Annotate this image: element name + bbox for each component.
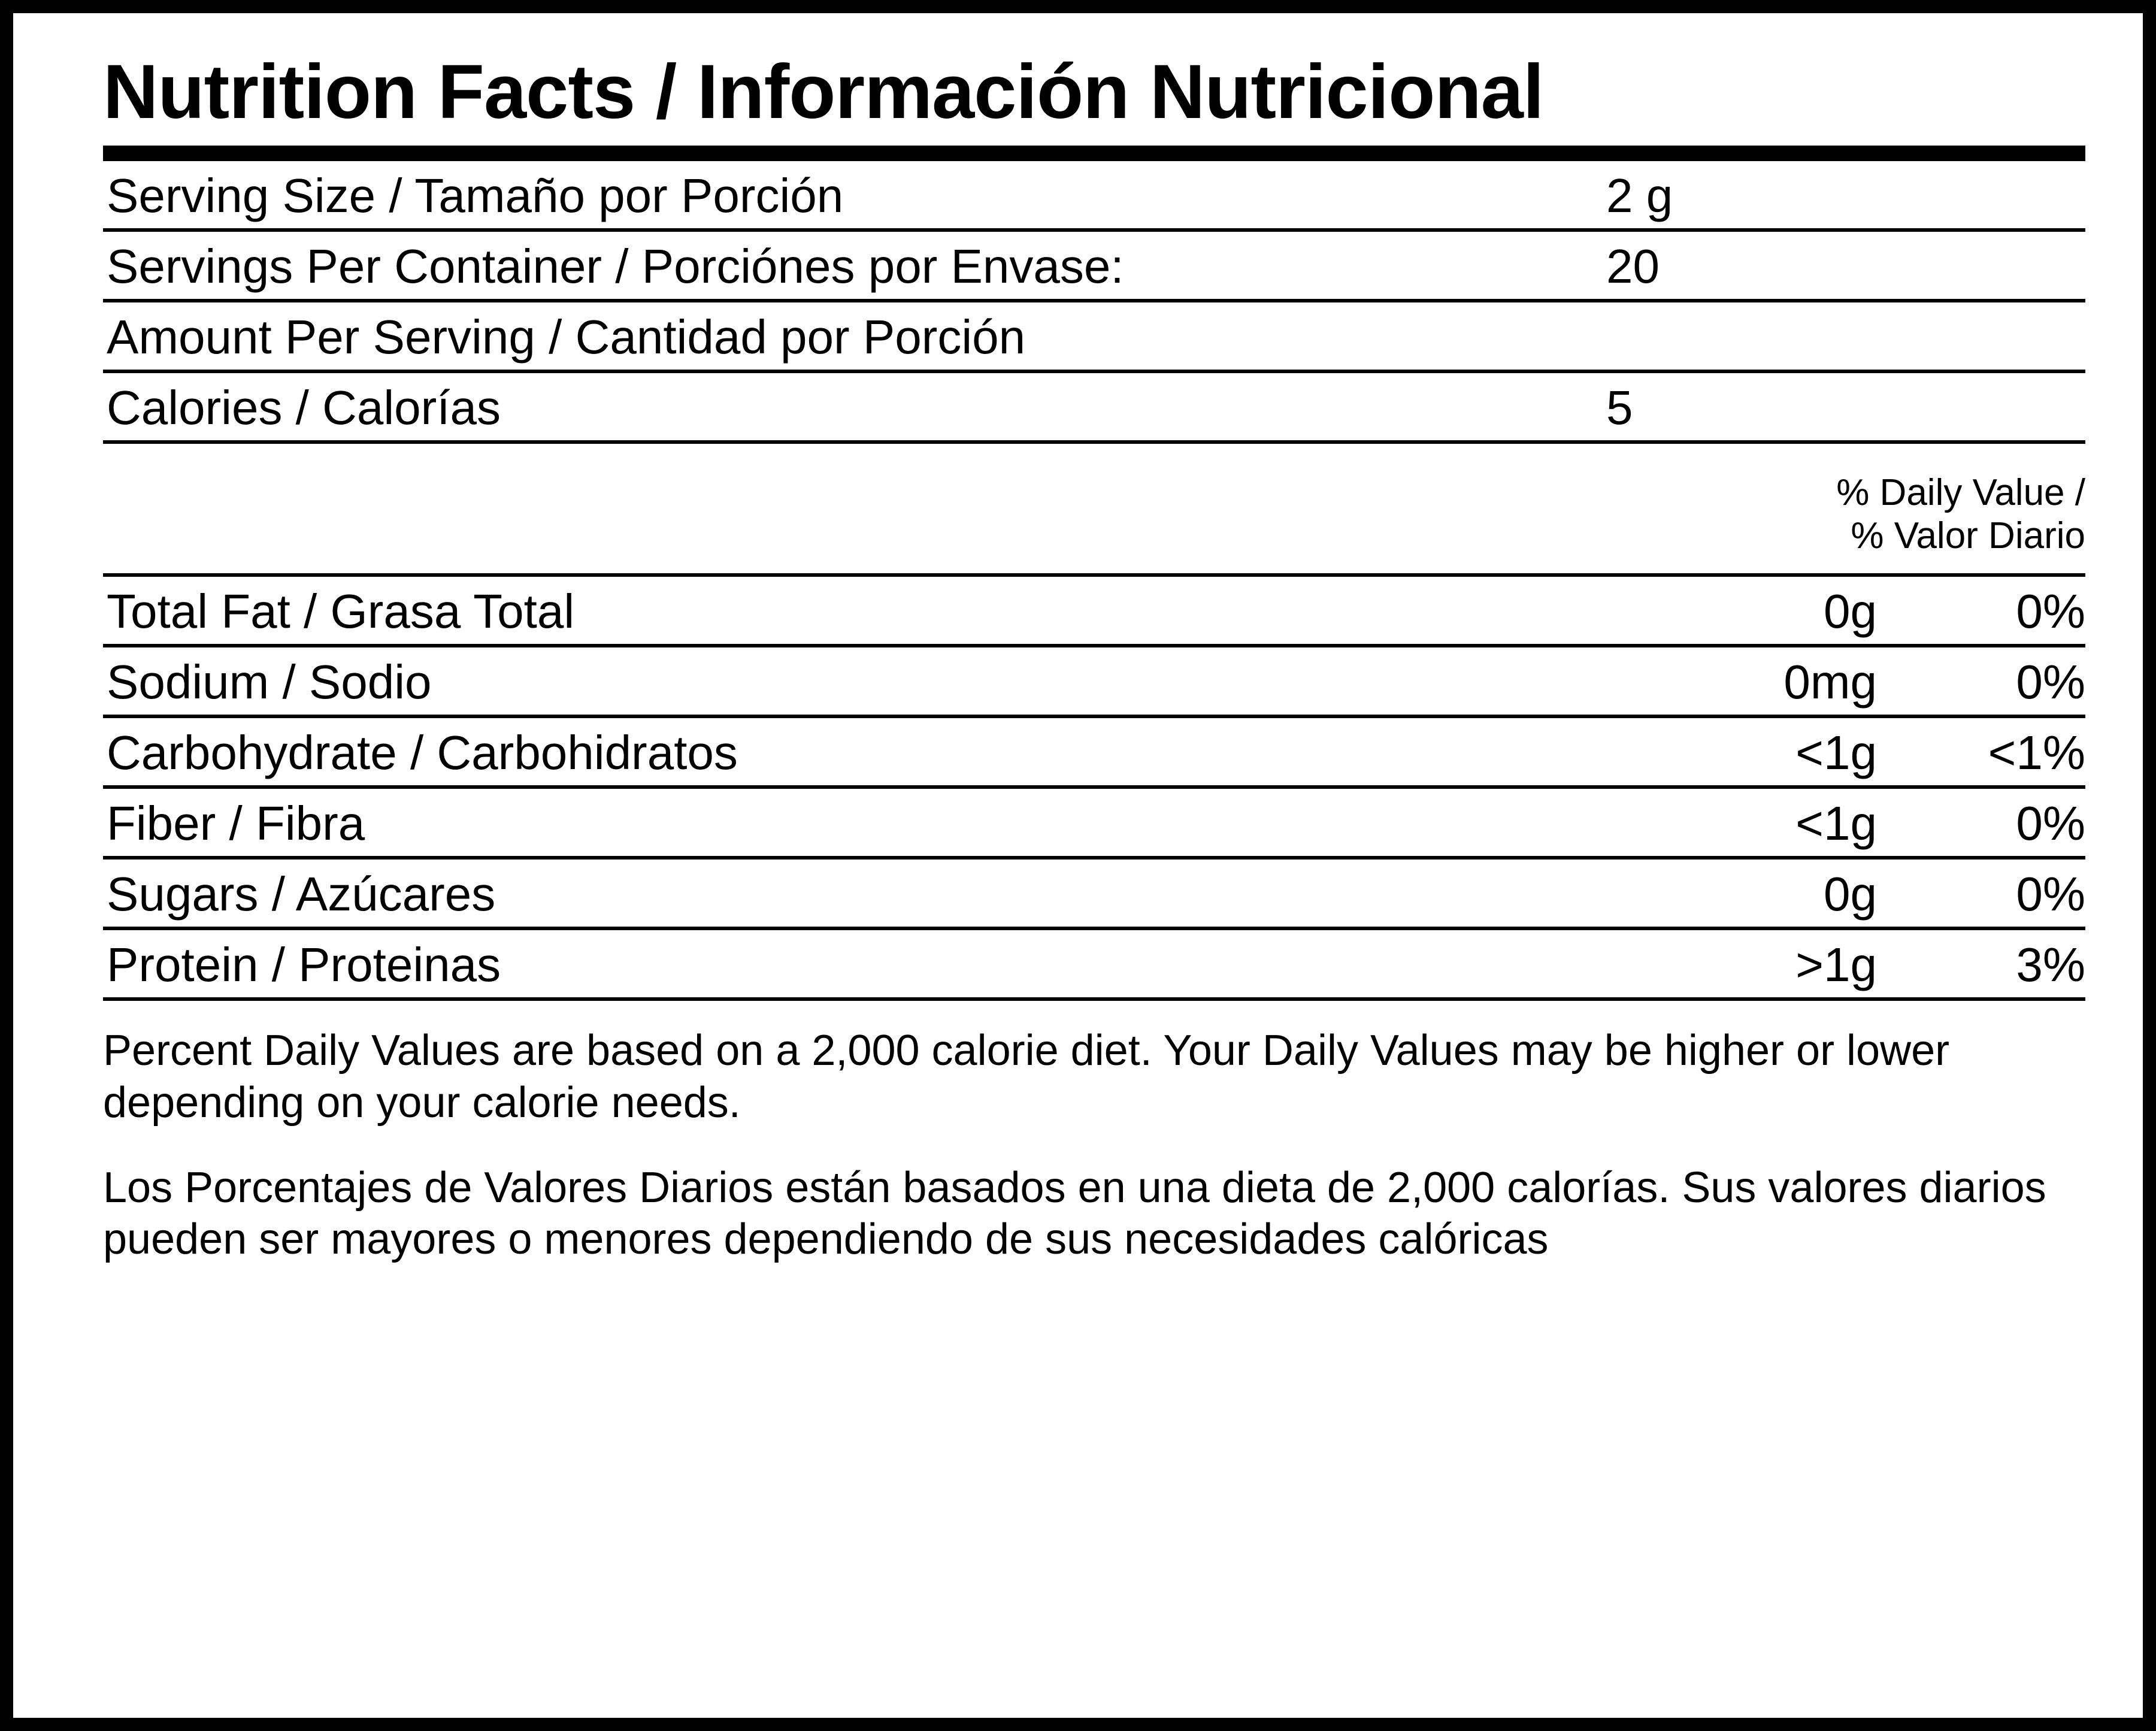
nutrient-amount: <1g (1795, 797, 1877, 851)
nutrient-daily-value: 0% (2016, 797, 2085, 851)
amount-per-serving-row (103, 302, 2085, 370)
divider (103, 440, 2085, 444)
serving-size-label: Serving Size / Tamaño por Porción (107, 169, 844, 223)
servings-per-container-label: Servings Per Container / Porciónes por Envase: (107, 240, 1124, 293)
divider (103, 997, 2085, 1001)
daily-value-header-line2: % Valor Diario (1851, 515, 2085, 557)
nutrient-row (103, 577, 2085, 644)
nutrient-daily-value: 0% (2016, 585, 2085, 638)
nutrient-label: Fiber / Fibra (107, 797, 365, 851)
nutrient-daily-value: <1% (1988, 726, 2085, 780)
nutrient-label: Sugars / Azúcares (107, 867, 496, 921)
serving-size-value: 2 g (1606, 169, 1673, 223)
nutrient-label: Total Fat / Grasa Total (107, 585, 575, 638)
serving-size-row (103, 161, 2085, 228)
nutrient-label: Sodium / Sodio (107, 655, 432, 709)
page-title: Nutrition Facts / Información Nutricional (103, 49, 1544, 135)
nutrient-row (103, 789, 2085, 856)
daily-value-header (103, 471, 2085, 573)
nutrient-daily-value: 0% (2016, 655, 2085, 709)
nutrient-amount: >1g (1795, 938, 1877, 992)
amount-per-serving-label: Amount Per Serving / Cantidad por Porción (107, 310, 1026, 364)
nutrient-row (103, 930, 2085, 997)
footnote-spanish: Los Porcentajes de Valores Diarios están basados en una dieta de 2,000 calorías. Sus valores diarios pueden ser mayores o menores dependiendo de sus necesidades calóricas (103, 1163, 2046, 1264)
nutrient-amount: 0mg (1783, 655, 1877, 709)
nutrient-amount: 0g (1824, 585, 1877, 638)
calories-value: 5 (1606, 381, 1633, 435)
nutrition-facts-content (103, 49, 2085, 1266)
title-divider (103, 146, 2085, 161)
calories-label: Calories / Calorías (107, 381, 501, 435)
footnote-english: Percent Daily Values are based on a 2,000 calorie diet. Your Daily Values may be higher or lower depending on your calorie needs. (103, 1027, 1950, 1127)
nutrient-amount: 0g (1824, 867, 1877, 921)
nutrient-daily-value: 3% (2016, 938, 2085, 992)
nutrient-row (103, 718, 2085, 785)
nutrient-label: Carbohydrate / Carbohidratos (107, 726, 738, 780)
calories-row (103, 373, 2085, 440)
nutrient-label: Protein / Proteinas (107, 938, 501, 992)
nutrient-amount: <1g (1795, 726, 1877, 780)
nutrient-row (103, 860, 2085, 927)
servings-per-container-row (103, 232, 2085, 299)
daily-value-header-line1: % Daily Value / (1836, 472, 2085, 514)
footnotes (103, 1025, 2085, 1266)
servings-per-container-value: 20 (1606, 240, 1660, 293)
nutrient-daily-value: 0% (2016, 867, 2085, 921)
nutrient-row (103, 647, 2085, 715)
